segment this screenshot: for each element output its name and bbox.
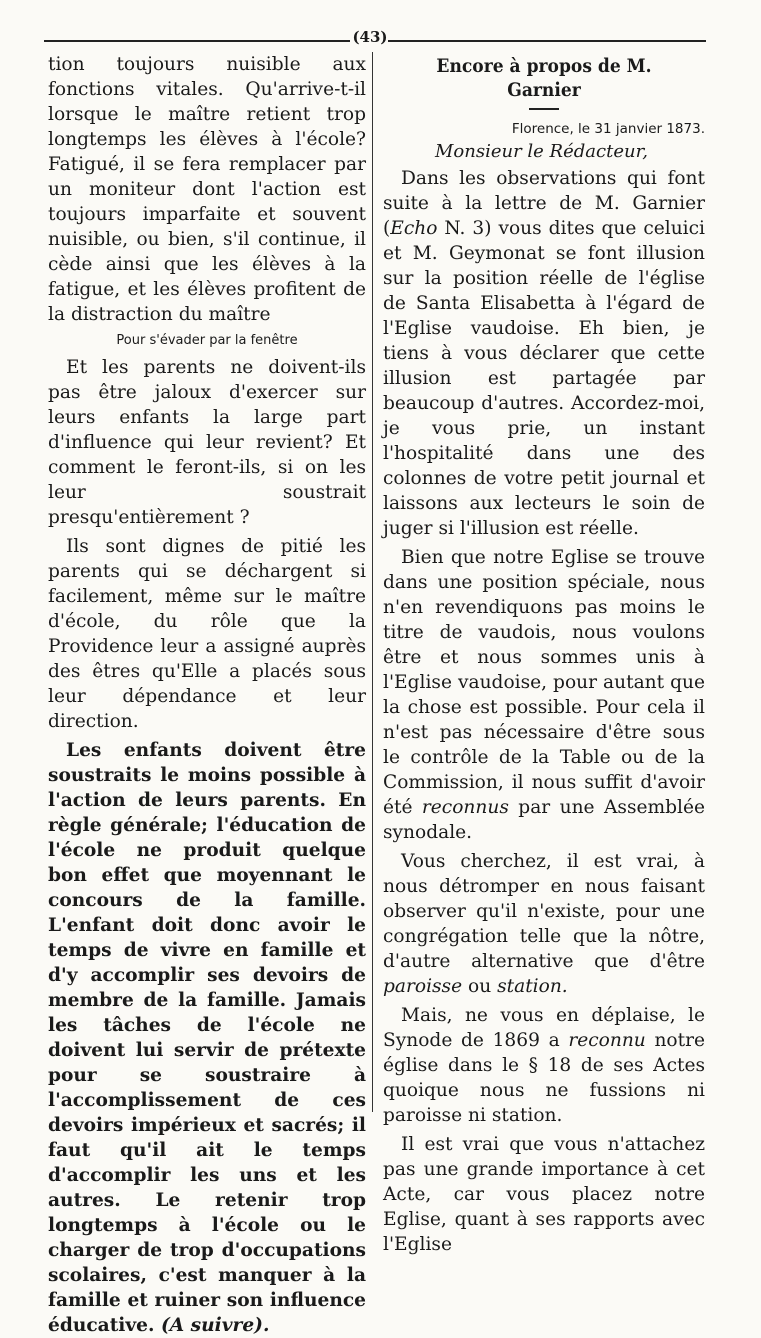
right-paragraph-3 bbox=[383, 849, 705, 999]
dateline: Florence, le 31 janvier 1873. bbox=[511, 121, 705, 137]
salutation: Monsieur le Rédacteur, bbox=[435, 141, 648, 162]
right-paragraph-1-b: N. 3) vous dites que celuici et M. Geymonat se font illusion sur la position réelle de l'église de Santa Elisabetta à l'égard de l'Eglise vaudoise. Eh bien, je tiens à vous déclarer que cette illusion est partagée par beaucoup d'autres. Accordez-moi, je vous prie, un instant l'hospitalité dans une des colonnes de votre petit journal et laissons aux lecteurs le soin de juger si l'illusion est réelle. bbox=[383, 218, 705, 539]
reconnu-word: reconnu bbox=[568, 1030, 646, 1051]
left-paragraph-4-text: Les enfants doivent être soustraits le moins possible à l'action de leurs parents. En règle générale; l'éducation de l'école ne produit quelque bon effet que moyennant le concours de la famille. L'enfant doit donc avoir le temps de vivre en famille et d'y accomplir ses devoirs de membre de la famille. Jamais les tâches de l'école ne doivent lui servir de prétexte pour se soustraire à l'accomplissement de ces devoirs impérieux et sacrés; il faut qu'il ait le temps d'accomplir les uns et les autres. Le retenir trop longtemps à l'école ou le charger de trop d'occupations scolaires, c'est manquer à la famille et ruiner son influence éducative. bbox=[48, 740, 366, 1336]
echo-reference: Echo bbox=[390, 218, 438, 239]
right-paragraph-1-a: Dans les observations qui font suite à la lettre de M. Garnier ( bbox=[383, 168, 705, 239]
title-dash bbox=[529, 108, 559, 110]
left-paragraph-1: tion toujours nuisible aux fonctions vitales. Qu'arrive-t-il lorsque le maître retient trop longtemps les élèves à l'école? Fatigué, il se fera remplacer par un moniteur dont l'action est toujours imparfaite et souvent nuisible, ou bien, s'il continue, il cède ainsi que les élèves à la fatigue, et les élèves profitent de la distraction du maître bbox=[48, 54, 366, 325]
left-paragraph-3: Ils sont dignes de pitié les parents qui se déchargent si facilement, même sur le maître d'école, du rôle que la Providence leur a assigné auprès des êtres qu'Elle a placés sous leur dépendance et leur direction. bbox=[48, 536, 366, 732]
right-paragraph-5: Il est vrai que vous n'attachez pas une grande importance à cet Acte, car vous placez notre Eglise, quant à ses rapports avec l'Eglise bbox=[383, 1134, 705, 1255]
right-paragraph-3-mid: ou bbox=[462, 976, 498, 997]
right-paragraph-2-b: par une Assemblée synodale. bbox=[383, 797, 705, 843]
right-paragraph-4 bbox=[383, 1003, 705, 1128]
right-paragraph-2 bbox=[383, 545, 705, 845]
article-title: Encore à propos de M. Garnier bbox=[436, 55, 652, 101]
to-be-continued: (A suivre). bbox=[160, 1315, 270, 1336]
right-paragraph-2-a: Bien que notre Eglise se trouve dans une position spéciale, nous n'en revendiquons pas moins le titre de vaudois, nous voulons être et nous sommes unis à l'Eglise vaudoise, pour autant que la chose est possible. Pour cela il n'est pas nécessaire d'être sous le contrôle de la Table ou de la Commission, il nous suffit d'avoir été bbox=[383, 547, 705, 818]
paroisse-word: paroisse bbox=[383, 976, 463, 997]
station-word: station. bbox=[497, 976, 568, 997]
header-rule-right bbox=[388, 40, 706, 42]
right-paragraph-4-a: Mais, ne vous en déplaise, le Synode de 1869 a bbox=[383, 1005, 705, 1051]
right-column bbox=[383, 52, 705, 1257]
right-paragraph-3-a: Vous cherchez, il est vrai, à nous détromper en nous faisant observer qu'il n'existe, pour une congrégation telle que la nôtre, d'autre alternative que d'être bbox=[383, 851, 705, 972]
left-column bbox=[48, 52, 366, 1338]
left-paragraph-4 bbox=[48, 738, 366, 1338]
right-paragraph-1 bbox=[383, 166, 705, 541]
left-paragraph-2: Et les parents ne doivent-ils pas être jaloux d'exercer sur leurs enfants la large part d'influence qui leur revient? Et comment le feront-ils, si on les leur soustrait presqu'entièrement ? bbox=[48, 357, 366, 528]
left-subheading: Pour s'évader par la fenêtre bbox=[116, 333, 298, 348]
page-number: (43) bbox=[352, 28, 388, 46]
right-paragraph-4-b: notre église dans le § 18 de ses Actes quoique nous ne fussions ni paroisse ni station. bbox=[383, 1030, 705, 1126]
column-divider bbox=[372, 52, 373, 1112]
reconnus-word: reconnus bbox=[421, 797, 509, 818]
header-rule-left bbox=[44, 40, 350, 42]
